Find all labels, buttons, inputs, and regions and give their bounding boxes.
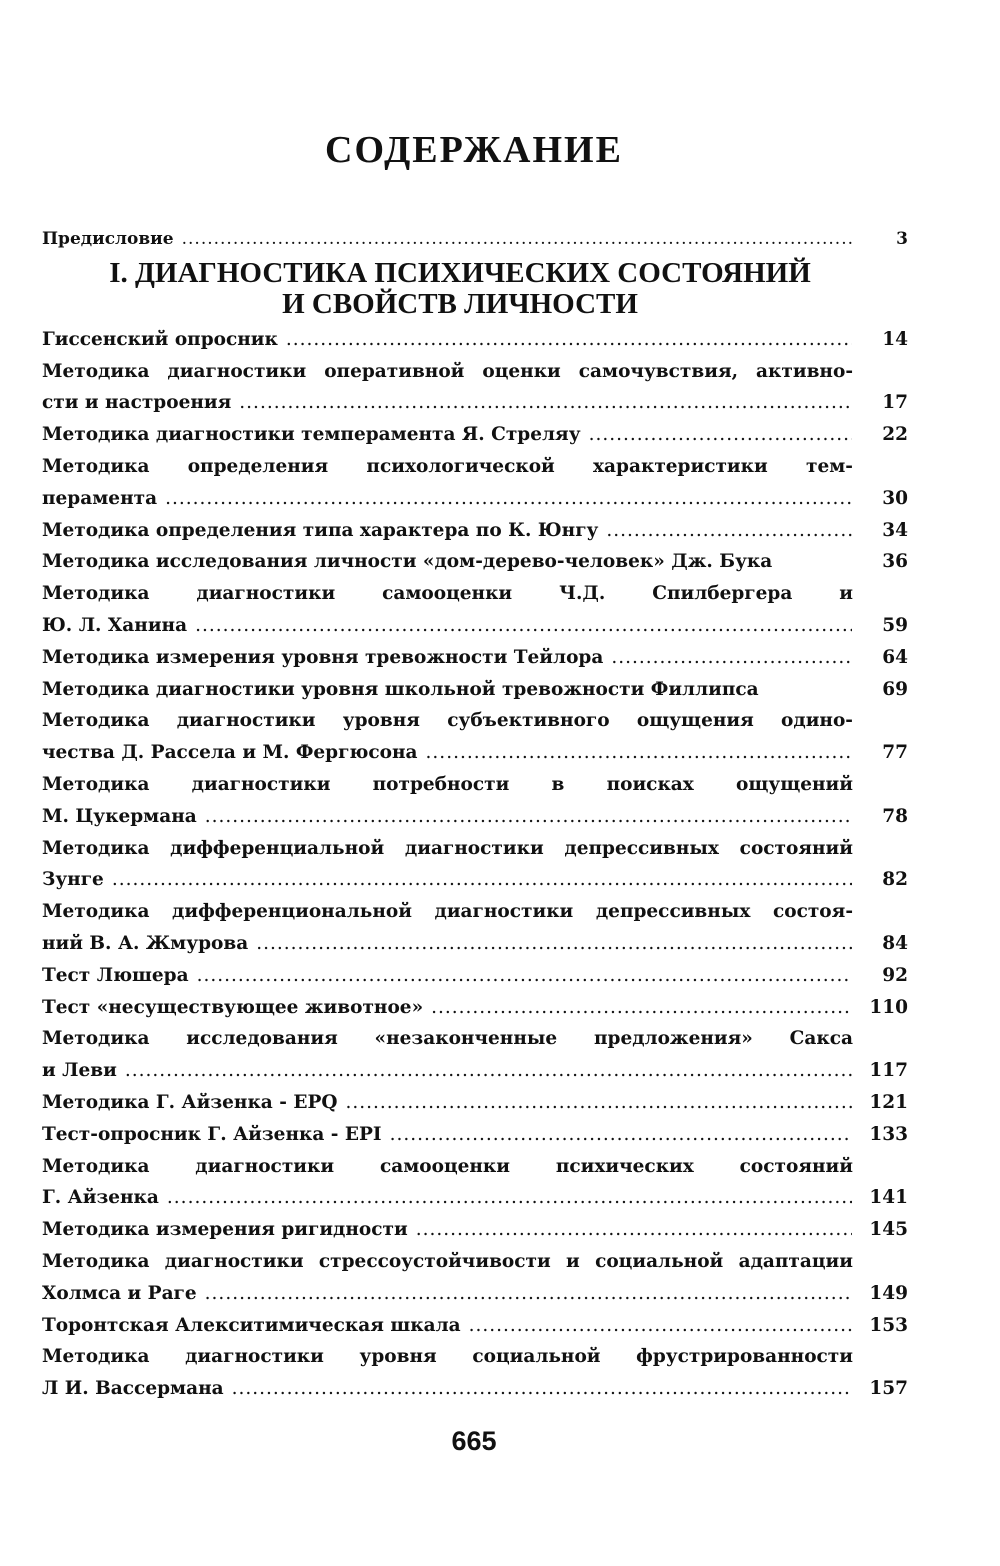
toc-entry-title: чества Д. Рассела и М. Фергюсона (42, 742, 418, 764)
toc-leader-dots (205, 801, 852, 833)
toc-entry-row (42, 1119, 908, 1151)
toc-entry (42, 1023, 908, 1087)
toc-entry (42, 451, 908, 515)
toc-entry-title: Холмса и Раге (42, 1282, 197, 1304)
toc-entry-row (42, 1373, 908, 1405)
toc-entry-title: и Леви (42, 1060, 117, 1082)
toc-page-number: 84 (882, 932, 908, 954)
toc-entry (42, 1310, 908, 1342)
toc-page-number: 149 (869, 1282, 908, 1304)
toc-leader-dots (469, 1310, 852, 1342)
toc-leader-dots (611, 642, 852, 674)
toc-entry-title: Методика измерения уровня тревожности Тейлора (42, 646, 604, 668)
toc-entry-title-line1: Методика диагностики уровня социальной фрустрированности (42, 1346, 853, 1368)
toc-leader-dots (195, 610, 852, 642)
toc-leader-dots (256, 928, 852, 960)
toc-page-number: 78 (882, 805, 908, 827)
toc-leader-dots (197, 960, 852, 992)
section-heading (42, 258, 908, 320)
toc-entry-row (42, 737, 908, 769)
toc-entry-title: сти и настроения (42, 392, 232, 414)
toc-entry (42, 705, 908, 769)
toc-entry (42, 1119, 908, 1151)
toc-page-number: 69 (882, 678, 908, 700)
toc-leader-dots (205, 1278, 852, 1310)
toc-entry-row (42, 224, 908, 256)
toc-entry-row (42, 483, 908, 515)
toc-entry-title: Методика диагностики уровня школьной тревожности Филлипса (42, 678, 759, 700)
toc-entry (42, 992, 908, 1024)
toc-entry-row (42, 546, 908, 578)
toc-entry-title-line1: Методика дифференциональной диагностики депрессивных состоя- (42, 901, 853, 923)
toc-entry (42, 960, 908, 992)
toc-leader-dots (286, 324, 852, 356)
toc-entry-preface (42, 224, 908, 256)
toc-leader-dots (589, 419, 852, 451)
toc-page-number: 133 (869, 1123, 908, 1145)
toc-leader-dots (390, 1119, 852, 1151)
toc-leader-dots (431, 992, 852, 1024)
toc-entry-title: Методика определения типа характера по К. Юнгу (42, 519, 599, 541)
toc-entry-list (42, 324, 908, 1405)
section-heading-line1: I. ДИАГНОСТИКА ПСИХИЧЕСКИХ СОСТОЯНИЙ (109, 256, 811, 289)
toc-leader-dots (239, 387, 852, 419)
toc-entry (42, 769, 908, 833)
toc-leader-dots (426, 737, 852, 769)
toc-entry-title: Зунге (42, 869, 104, 891)
page-number: 665 (451, 1426, 497, 1456)
toc-page-number: 110 (869, 996, 908, 1018)
toc-entry-row (42, 610, 908, 642)
toc-entry-title: Тест Люшера (42, 964, 189, 986)
toc-entry-title: Методика измерения ригидности (42, 1219, 408, 1241)
toc-entry-title: Ю. Л. Ханина (42, 614, 188, 636)
toc-entry-title: М. Цукермана (42, 805, 197, 827)
toc-entry-title: Л И. Вассермана (42, 1378, 224, 1400)
toc-entry-row (42, 960, 908, 992)
toc-entry (42, 356, 908, 420)
toc-entry (42, 1246, 908, 1310)
toc-page-number: 59 (882, 614, 908, 636)
toc-entry-title-line1: Методика диагностики самооценки Ч.Д. Спилбергера и (42, 583, 853, 605)
toc-entry (42, 674, 908, 706)
toc-entry-title: Гиссенский опросник (42, 328, 278, 350)
toc-entry (42, 1214, 908, 1246)
toc-entry (42, 896, 908, 960)
toc-entry-row (42, 1087, 908, 1119)
toc-entry-title-line1: Методика диагностики потребности в поисках ощущений (42, 773, 853, 795)
toc-page-number: 64 (882, 646, 908, 668)
toc-entry-row (42, 1182, 908, 1214)
toc-entry-row (42, 515, 908, 547)
toc-entry-row (42, 1310, 908, 1342)
toc-entry-row (42, 642, 908, 674)
toc-entry-row (42, 1214, 908, 1246)
toc-leader-dots (165, 483, 852, 515)
toc-page-number: 34 (882, 519, 908, 541)
toc-entry-row (42, 387, 908, 419)
toc-page-number: 82 (882, 869, 908, 891)
toc-entry-title: Методика исследования личности «дом-дерево-человек» Дж. Бука (42, 551, 773, 573)
toc-entry (42, 515, 908, 547)
toc-page-number: 141 (869, 1187, 908, 1209)
toc-entry-title-line1: Методика диагностики уровня субъективного ощущения одино- (42, 710, 853, 732)
toc-entry-row (42, 864, 908, 896)
toc-entry-title: Тест-опросник Г. Айзенка - EPI (42, 1123, 382, 1145)
toc-entry-row (42, 324, 908, 356)
toc-page-number: 92 (882, 964, 908, 986)
toc-entry (42, 578, 908, 642)
toc-entry (42, 546, 908, 578)
toc-leader-dots (182, 224, 852, 256)
toc-entry-title-line1: Методика исследования «незаконченные предложения» Сакса (42, 1028, 853, 1050)
toc-page-number: 30 (882, 487, 908, 509)
toc-entry-title: Методика Г. Айзенка - EPQ (42, 1091, 338, 1113)
toc-entry-title: Предисловие (42, 229, 174, 249)
toc-page-number: 36 (882, 551, 908, 573)
toc-entry-row (42, 1055, 908, 1087)
toc-page-number: 3 (896, 229, 908, 249)
toc-leader-dots (232, 1373, 852, 1405)
toc-page-number: 22 (882, 424, 908, 446)
toc-entry-title: Тест «несуществующее животное» (42, 996, 424, 1018)
toc-entry-row (42, 419, 908, 451)
toc-leader-dots (112, 864, 852, 896)
toc-leader-dots (606, 515, 852, 547)
toc-entry (42, 324, 908, 356)
toc-page-number: 17 (882, 392, 908, 414)
toc-entry-title: перамента (42, 487, 158, 509)
toc-page-number: 157 (869, 1378, 908, 1400)
toc-entry-row (42, 1278, 908, 1310)
toc-page-number: 77 (882, 742, 908, 764)
toc-entry-title: Торонтская Алекситимическая шкала (42, 1314, 461, 1336)
toc-page-number: 145 (869, 1219, 908, 1241)
toc-entry-title-line1: Методика определения психологической характеристики тем- (42, 455, 853, 477)
toc-entry-row (42, 674, 908, 706)
toc-entry (42, 642, 908, 674)
toc-entry-row (42, 992, 908, 1024)
toc-entry-title-line1: Методика диагностики самооценки психических состояний (42, 1155, 853, 1177)
table-of-contents (42, 224, 908, 1405)
toc-entry-title-line1: Методика диагностики стрессоустойчивости и социальной адаптации (42, 1250, 853, 1272)
toc-leader-dots (416, 1214, 852, 1246)
toc-entry-title: Г. Айзенка (42, 1187, 159, 1209)
toc-entry-title: ний В. А. Жмурова (42, 932, 249, 954)
page-title: СОДЕРЖАНИЕ (325, 129, 623, 171)
toc-entry-title-line1: Методика дифференциальной диагностики депрессивных состояний (42, 837, 853, 859)
toc-entry (42, 1151, 908, 1215)
toc-entry (42, 1341, 908, 1405)
toc-entry-row (42, 801, 908, 833)
toc-page-number: 153 (869, 1314, 908, 1336)
toc-entry-row (42, 928, 908, 960)
toc-entry-title: Методика диагностики темперамента Я. Стреляу (42, 424, 581, 446)
toc-entry-title-line1: Методика диагностики оперативной оценки самочувствия, активно- (42, 360, 853, 382)
toc-leader-dots (125, 1055, 852, 1087)
toc-page-number: 117 (869, 1060, 908, 1082)
toc-leader-dots (346, 1087, 853, 1119)
toc-entry (42, 833, 908, 897)
toc-page-number: 14 (882, 328, 908, 350)
toc-entry (42, 1087, 908, 1119)
toc-leader-dots (167, 1182, 852, 1214)
toc-page-number: 121 (869, 1091, 908, 1113)
section-heading-line2: И СВОЙСТВ ЛИЧНОСТИ (282, 287, 638, 320)
toc-entry (42, 419, 908, 451)
